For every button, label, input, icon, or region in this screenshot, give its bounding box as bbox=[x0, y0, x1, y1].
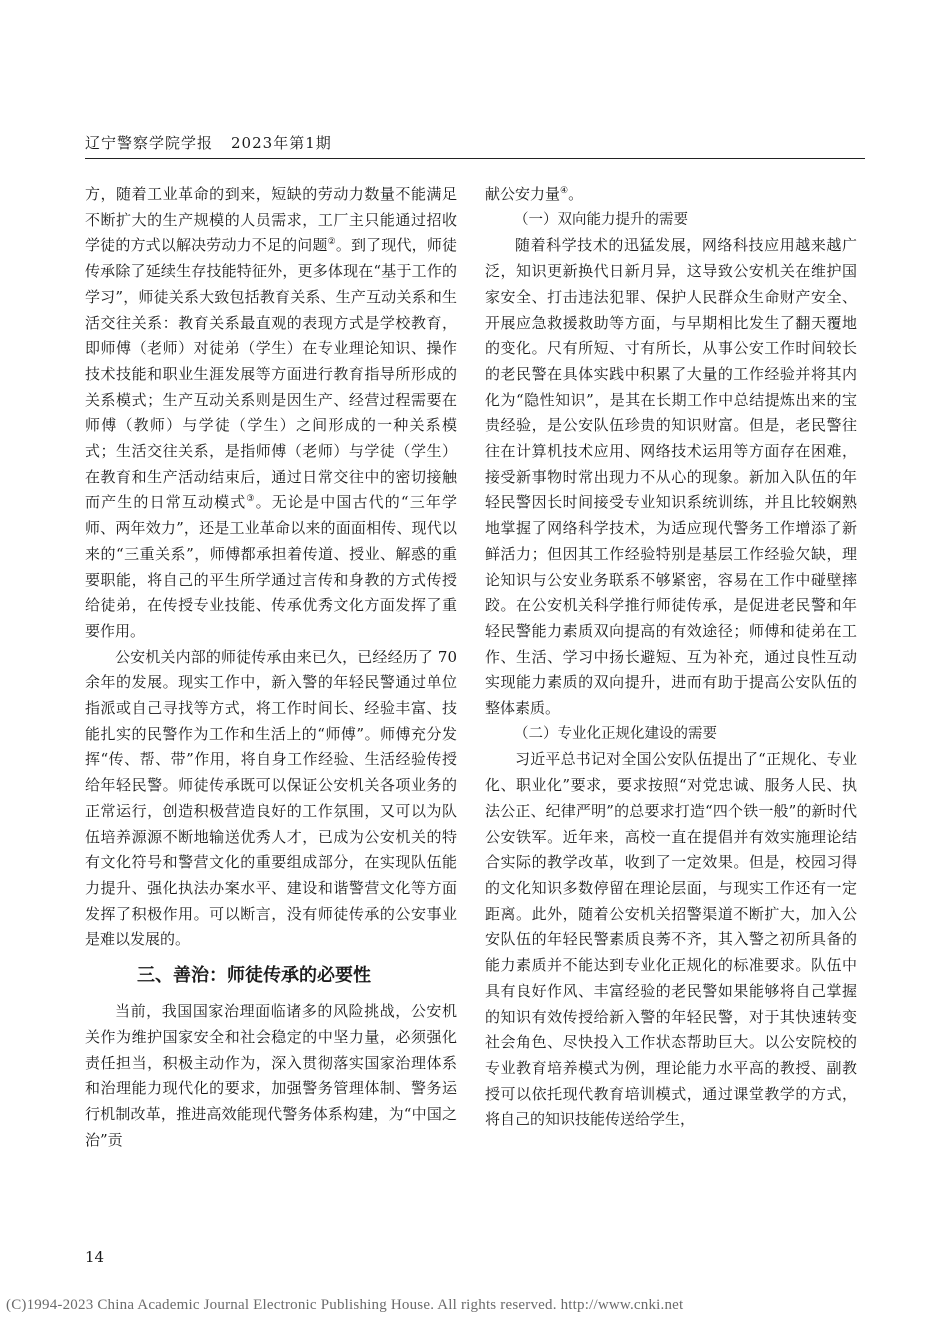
left-p1-tail: 。到了现代，师徒传承除了延续生存技能特征外，更多体现在“基于工作的学习”，师徒关系大致包括教育关系、生产互动关系和生活交往关系：教育关系最直观的表现方式是学校教育，即师傅（老师）对徒弟（学生）在专业理论知识、操作技术技能和职业生涯发展等方面进行教育指导所形成的关系模式；生产互动关系则是因生产、经营过程需要在师傅（教师）与学徒（学生）之间形成的一种关系模式；生活交往关系，是指师傅（老师）与学徒（学生）在教育和生产活动结束后，通过日常交往中的密切接触而产生的日常互动模式 bbox=[85, 236, 457, 512]
left-paragraph-2: 公安机关内部的师徒传承由来已久，已经经历了 70 余年的发展。现实工作中，新入警的年轻民警通过单位指派或自己寻找等方式，将工作时间长、经验丰富、技能扎实的民警作为工作和生活上的“师傅”。师傅充分发挥“传、帮、带”作用，将自身工作经验、生活经验传授给年轻民警。师徒传承既可以保证公安机关各项业务的正常运行，创造积极营造良好的工作氛围，又可以为队伍培养源源不断地输送优秀人才，已成为公安机关的特有文化符号和警营文化的重要组成部分，在实现队伍能力提升、强化执法办案水平、建设和谐警营文化等方面发挥了积极作用。可以断言，没有师徒传承的公安事业是难以发展的。 bbox=[85, 647, 457, 949]
copyright-footer: (C)1994-2023 China Academic Journal Electronic Publishing House. All rights reserved. http://www.cnki.net bbox=[6, 1297, 684, 1313]
right-p0-tail: 。 bbox=[568, 185, 584, 203]
left-p1-tail2: 。无论是中国古代的“三年学师、两年效力”，还是工业革命以来的面面相传、现代以来的“三重关系”，师傅都承担着传道、授业、解惑的重要职能，将自己的平生所学通过言传和身教的方式传授给徒弟，在传授专业技能、传承优秀文化方面发挥了重要作用。 bbox=[85, 493, 457, 640]
subheading-1: （一）双向能力提升的需要 bbox=[514, 211, 688, 228]
header-rule bbox=[85, 158, 865, 159]
right-p0-text: 献公安力量 bbox=[485, 185, 561, 203]
running-header bbox=[85, 132, 332, 153]
footnote-ref-3[interactable]: ③ bbox=[246, 494, 256, 505]
section-heading: 三、善治：师徒传承的必要性 bbox=[137, 965, 371, 987]
footnote-ref-2[interactable]: ② bbox=[327, 237, 336, 248]
left-paragraph-3: 当前，我国国家治理面临诸多的风险挑战，公安机关作为维护国家安全和社会稳定的中坚力量，必须强化责任担当，积极主动作为，深入贯彻落实国家治理体系和治理能力现代化的要求，加强警务管理体制、警务运行机制改革，推进高效能现代警务体系构建，为“中国之治”贡 bbox=[85, 1002, 457, 1149]
issue-label: 2023年第1期 bbox=[231, 134, 332, 152]
journal-name: 辽宁警察学院学报 bbox=[85, 134, 214, 152]
footnote-ref-4[interactable]: ④ bbox=[560, 186, 569, 196]
right-paragraph-1: 随着科学技术的迅猛发展，网络科技应用越来越广泛，知识更新换代日新月异，这导致公安机关在维护国家安全、打击违法犯罪、保护人民群众生命财产安全、开展应急救援救助等方面，与早期相比发生了翻天覆地的变化。尺有所短、寸有所长，从事公安工作时间较长的老民警在具体实践中积累了大量的工作经验并将其内化为“隐性知识”，是其在长期工作中总结提炼出来的宝贵经验，是公安队伍珍贵的知识财富。但是，老民警往往在计算机技术应用、网络技术运用等方面存在困难，接受新事物时常出现力不从心的现象。新加入队伍的年轻民警因长时间接受专业知识系统训练，并且比较娴熟地掌握了网络科学技术，为适应现代警务工作增添了新鲜活力；但因其工作经验特别是基层工作经验欠缺，理论知识与公安业务联系不够紧密，容易在工作中碰壁摔跤。在公安机关科学推行师徒传承，是促进老民警和年轻民警能力素质双向提高的有效途径；师傅和徒弟在工作、生活、学习中扬长避短、互为补充，通过良性互动实现能力素质的双向提升，进而有助于提高公安队伍的整体素质。 bbox=[485, 236, 857, 718]
right-paragraph-2: 习近平总书记对全国公安队伍提出了“正规化、专业化、职业化”要求，要求按照“对党忠诚、服务人民、执法公正、纪律严明”的总要求打造“四个铁一般”的新时代公安铁军。近年来，高校一直在提倡并有效实施理论结合实际的教学改革，收到了一定效果。但是，校园习得的文化知识多数停留在理论层面，与现实工作还有一定距离。此外，随着公安机关招警渠道不断扩大，加入公安队伍的年轻民警素质良莠不齐，其入警之初所具备的能力素质并不能达到专业化正规化的标准要求。队伍中具有良好作风、丰富经验的老民警如果能够将自己掌握的知识有效传授给新入警的年轻民警，对于其快速转变社会角色、尽快投入工作状态帮助巨大。以公安院校的专业教育培养模式为例，理论能力水平高的教授、副教授可以依托现代教育培训模式，通过课堂教学的方式，将自己的知识技能传送给学生， bbox=[485, 750, 857, 1129]
right-column bbox=[485, 182, 857, 1133]
left-column bbox=[85, 182, 457, 1153]
subheading-2: （二）专业化正规化建设的需要 bbox=[514, 725, 717, 742]
page-number: 14 bbox=[85, 1248, 105, 1266]
left-paragraph-1 bbox=[85, 182, 457, 645]
left-p1-text: 方，随着工业革命的到来，短缺的劳动力数量不能满足不断扩大的生产规模的人员需求，工厂主只能通过招收学徒的方式以解决劳动力不足的问题 bbox=[85, 185, 457, 255]
right-paragraph-0 bbox=[485, 182, 857, 208]
